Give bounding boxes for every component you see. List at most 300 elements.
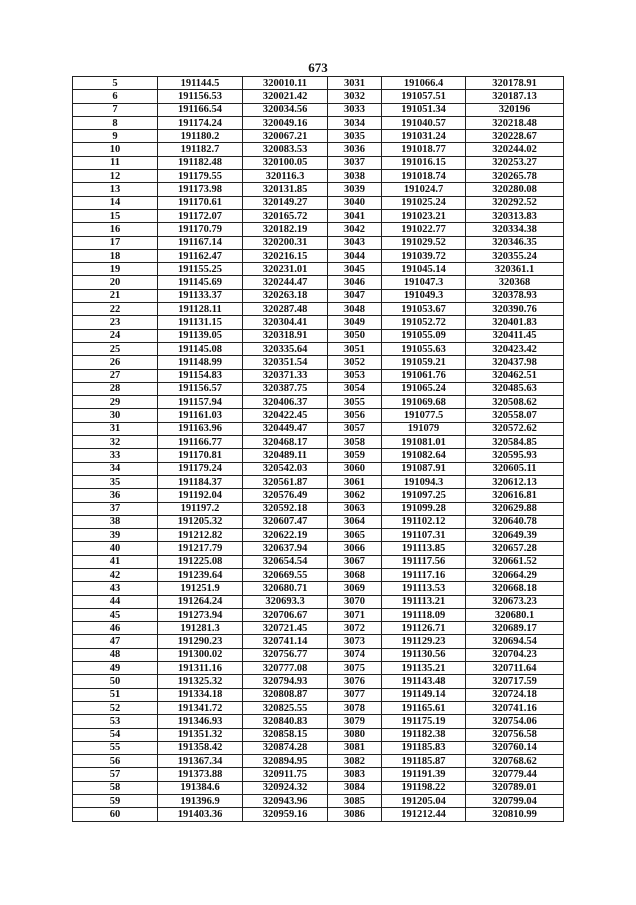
x-coordinate-cell: 191051.34 — [382, 103, 466, 116]
x-coordinate-cell: 191029.52 — [382, 236, 466, 249]
x-coordinate-cell: 191166.77 — [158, 436, 243, 449]
table-row — [73, 595, 564, 608]
x-coordinate-cell: 191113.53 — [382, 582, 466, 595]
y-coordinate-cell: 320799.04 — [466, 795, 564, 808]
x-coordinate-cell: 191102.12 — [382, 515, 466, 528]
x-coordinate-cell: 191040.57 — [382, 116, 466, 129]
point-number-cell: 38 — [73, 515, 158, 528]
y-coordinate-cell: 320218.48 — [466, 116, 564, 129]
x-coordinate-cell: 191163.96 — [158, 422, 243, 435]
point-number-cell: 3059 — [328, 449, 382, 462]
y-coordinate-cell: 320661.52 — [466, 555, 564, 568]
point-number-cell: 33 — [73, 449, 158, 462]
y-coordinate-cell: 320741.16 — [466, 701, 564, 714]
point-number-cell: 16 — [73, 223, 158, 236]
x-coordinate-cell: 191161.03 — [158, 409, 243, 422]
table-row — [73, 781, 564, 794]
y-coordinate-cell: 320894.95 — [243, 755, 328, 768]
y-coordinate-cell: 320689.17 — [466, 622, 564, 635]
y-coordinate-cell: 320637.94 — [243, 542, 328, 555]
point-number-cell: 42 — [73, 568, 158, 581]
y-coordinate-cell: 320717.59 — [466, 675, 564, 688]
y-coordinate-cell: 320371.33 — [243, 369, 328, 382]
x-coordinate-cell: 191165.61 — [382, 701, 466, 714]
x-coordinate-cell: 191179.24 — [158, 462, 243, 475]
point-number-cell: 3071 — [328, 608, 382, 621]
y-coordinate-cell: 320253.27 — [466, 156, 564, 169]
x-coordinate-cell: 191145.69 — [158, 276, 243, 289]
y-coordinate-cell: 320422.45 — [243, 409, 328, 422]
y-coordinate-cell: 320649.39 — [466, 529, 564, 542]
point-number-cell: 13 — [73, 183, 158, 196]
x-coordinate-cell: 191273.94 — [158, 608, 243, 621]
x-coordinate-cell: 191173.98 — [158, 183, 243, 196]
point-number-cell: 3066 — [328, 542, 382, 555]
y-coordinate-cell: 320489.11 — [243, 449, 328, 462]
point-number-cell: 3075 — [328, 662, 382, 675]
point-number-cell: 3041 — [328, 209, 382, 222]
point-number-cell: 3058 — [328, 436, 382, 449]
x-coordinate-cell: 191197.2 — [158, 502, 243, 515]
table-row — [73, 675, 564, 688]
y-coordinate-cell: 320572.62 — [466, 422, 564, 435]
point-number-cell: 40 — [73, 542, 158, 555]
x-coordinate-cell: 191031.24 — [382, 130, 466, 143]
point-number-cell: 46 — [73, 622, 158, 635]
x-coordinate-cell: 191184.37 — [158, 475, 243, 488]
table-row — [73, 263, 564, 276]
table-row — [73, 728, 564, 741]
y-coordinate-cell: 320622.19 — [243, 529, 328, 542]
point-number-cell: 3037 — [328, 156, 382, 169]
page-number: 673 — [308, 60, 328, 75]
y-coordinate-cell: 320693.3 — [243, 595, 328, 608]
y-coordinate-cell: 320361.1 — [466, 263, 564, 276]
point-number-cell: 7 — [73, 103, 158, 116]
x-coordinate-cell: 191130.56 — [382, 648, 466, 661]
point-number-cell: 3052 — [328, 356, 382, 369]
x-coordinate-cell: 191175.19 — [382, 715, 466, 728]
x-coordinate-cell: 191162.47 — [158, 249, 243, 262]
y-coordinate-cell: 320196 — [466, 103, 564, 116]
y-coordinate-cell: 320231.01 — [243, 263, 328, 276]
y-coordinate-cell: 320049.16 — [243, 116, 328, 129]
point-number-cell: 3060 — [328, 462, 382, 475]
y-coordinate-cell: 320406.37 — [243, 396, 328, 409]
x-coordinate-cell: 191166.54 — [158, 103, 243, 116]
y-coordinate-cell: 320576.49 — [243, 489, 328, 502]
point-number-cell: 3062 — [328, 489, 382, 502]
y-coordinate-cell: 320021.42 — [243, 90, 328, 103]
y-coordinate-cell: 320182.19 — [243, 223, 328, 236]
y-coordinate-cell: 320664.29 — [466, 568, 564, 581]
point-number-cell: 29 — [73, 396, 158, 409]
table-row — [73, 635, 564, 648]
x-coordinate-cell: 191097.25 — [382, 489, 466, 502]
y-coordinate-cell: 320351.54 — [243, 356, 328, 369]
y-coordinate-cell: 320508.62 — [466, 396, 564, 409]
y-coordinate-cell: 320200.31 — [243, 236, 328, 249]
x-coordinate-cell: 191099.28 — [382, 502, 466, 515]
x-coordinate-cell: 191094.3 — [382, 475, 466, 488]
y-coordinate-cell: 320334.38 — [466, 223, 564, 236]
point-number-cell: 3084 — [328, 781, 382, 794]
y-coordinate-cell: 320423.42 — [466, 342, 564, 355]
point-number-cell: 3044 — [328, 249, 382, 262]
y-coordinate-cell: 320034.56 — [243, 103, 328, 116]
point-number-cell: 6 — [73, 90, 158, 103]
y-coordinate-cell: 320228.67 — [466, 130, 564, 143]
y-coordinate-cell: 320335.64 — [243, 342, 328, 355]
y-coordinate-cell: 320387.75 — [243, 382, 328, 395]
point-number-cell: 3086 — [328, 808, 382, 821]
x-coordinate-cell: 191131.15 — [158, 316, 243, 329]
table-row — [73, 422, 564, 435]
table-row — [73, 356, 564, 369]
x-coordinate-cell: 191128.11 — [158, 303, 243, 316]
table-row — [73, 768, 564, 781]
table-row — [73, 130, 564, 143]
x-coordinate-cell: 191061.76 — [382, 369, 466, 382]
point-number-cell: 36 — [73, 489, 158, 502]
point-number-cell: 12 — [73, 170, 158, 183]
y-coordinate-cell: 320346.35 — [466, 236, 564, 249]
y-coordinate-cell: 320584.85 — [466, 436, 564, 449]
y-coordinate-cell: 320668.18 — [466, 582, 564, 595]
x-coordinate-cell: 191170.81 — [158, 449, 243, 462]
y-coordinate-cell: 320808.87 — [243, 688, 328, 701]
x-coordinate-cell: 191069.68 — [382, 396, 466, 409]
table-row — [73, 116, 564, 129]
point-number-cell: 3040 — [328, 196, 382, 209]
x-coordinate-cell: 191182.7 — [158, 143, 243, 156]
x-coordinate-cell: 191185.83 — [382, 741, 466, 754]
x-coordinate-cell: 191170.61 — [158, 196, 243, 209]
point-number-cell: 35 — [73, 475, 158, 488]
y-coordinate-cell: 320756.58 — [466, 728, 564, 741]
point-number-cell: 3065 — [328, 529, 382, 542]
y-coordinate-cell: 320263.18 — [243, 289, 328, 302]
x-coordinate-cell: 191384.6 — [158, 781, 243, 794]
table-row — [73, 608, 564, 621]
x-coordinate-cell: 191113.85 — [382, 542, 466, 555]
x-coordinate-cell: 191172.07 — [158, 209, 243, 222]
point-number-cell: 50 — [73, 675, 158, 688]
table-row — [73, 196, 564, 209]
x-coordinate-cell: 191217.79 — [158, 542, 243, 555]
y-coordinate-cell: 320711.64 — [466, 662, 564, 675]
point-number-cell: 54 — [73, 728, 158, 741]
point-number-cell: 3046 — [328, 276, 382, 289]
table-row — [73, 396, 564, 409]
x-coordinate-cell: 191239.64 — [158, 568, 243, 581]
point-number-cell: 14 — [73, 196, 158, 209]
y-coordinate-cell: 320810.99 — [466, 808, 564, 821]
x-coordinate-cell: 191358.42 — [158, 741, 243, 754]
point-number-cell: 43 — [73, 582, 158, 595]
table-row — [73, 223, 564, 236]
point-number-cell: 3069 — [328, 582, 382, 595]
x-coordinate-cell: 191059.21 — [382, 356, 466, 369]
y-coordinate-cell: 320318.91 — [243, 329, 328, 342]
y-coordinate-cell: 320287.48 — [243, 303, 328, 316]
x-coordinate-cell: 191126.71 — [382, 622, 466, 635]
y-coordinate-cell: 320390.76 — [466, 303, 564, 316]
point-number-cell: 3033 — [328, 103, 382, 116]
x-coordinate-cell: 191052.72 — [382, 316, 466, 329]
point-number-cell: 51 — [73, 688, 158, 701]
x-coordinate-cell: 191156.53 — [158, 90, 243, 103]
y-coordinate-cell: 320858.15 — [243, 728, 328, 741]
table-row — [73, 316, 564, 329]
point-number-cell: 8 — [73, 116, 158, 129]
y-coordinate-cell: 320131.85 — [243, 183, 328, 196]
y-coordinate-cell: 320777.08 — [243, 662, 328, 675]
y-coordinate-cell: 320083.53 — [243, 143, 328, 156]
point-number-cell: 3072 — [328, 622, 382, 635]
point-number-cell: 3068 — [328, 568, 382, 581]
point-number-cell: 19 — [73, 263, 158, 276]
point-number-cell: 3050 — [328, 329, 382, 342]
x-coordinate-cell: 191057.51 — [382, 90, 466, 103]
table-row — [73, 329, 564, 342]
x-coordinate-cell: 191311.16 — [158, 662, 243, 675]
table-row — [73, 475, 564, 488]
x-coordinate-cell: 191113.21 — [382, 595, 466, 608]
x-coordinate-cell: 191018.77 — [382, 143, 466, 156]
y-coordinate-cell: 320304.41 — [243, 316, 328, 329]
y-coordinate-cell: 320558.07 — [466, 409, 564, 422]
table-row — [73, 489, 564, 502]
y-coordinate-cell: 320680.71 — [243, 582, 328, 595]
table-row — [73, 755, 564, 768]
point-number-cell: 21 — [73, 289, 158, 302]
point-number-cell: 20 — [73, 276, 158, 289]
point-number-cell: 3045 — [328, 263, 382, 276]
point-number-cell: 3051 — [328, 342, 382, 355]
x-coordinate-cell: 191191.39 — [382, 768, 466, 781]
x-coordinate-cell: 191179.55 — [158, 170, 243, 183]
y-coordinate-cell: 320368 — [466, 276, 564, 289]
coordinates-table — [72, 76, 564, 822]
y-coordinate-cell: 320794.93 — [243, 675, 328, 688]
x-coordinate-cell: 191373.88 — [158, 768, 243, 781]
point-number-cell: 3063 — [328, 502, 382, 515]
x-coordinate-cell: 191174.24 — [158, 116, 243, 129]
y-coordinate-cell: 320741.14 — [243, 635, 328, 648]
x-coordinate-cell: 191066.4 — [382, 77, 466, 90]
y-coordinate-cell: 320216.15 — [243, 249, 328, 262]
point-number-cell: 3038 — [328, 170, 382, 183]
table-row — [73, 502, 564, 515]
y-coordinate-cell: 320607.47 — [243, 515, 328, 528]
point-number-cell: 45 — [73, 608, 158, 621]
x-coordinate-cell: 191149.14 — [382, 688, 466, 701]
table-row — [73, 342, 564, 355]
x-coordinate-cell: 191117.56 — [382, 555, 466, 568]
table-row — [73, 582, 564, 595]
y-coordinate-cell: 320756.77 — [243, 648, 328, 661]
point-number-cell: 57 — [73, 768, 158, 781]
point-number-cell: 3039 — [328, 183, 382, 196]
table-row — [73, 209, 564, 222]
point-number-cell: 3082 — [328, 755, 382, 768]
y-coordinate-cell: 320010.11 — [243, 77, 328, 90]
x-coordinate-cell: 191079 — [382, 422, 466, 435]
y-coordinate-cell: 320629.88 — [466, 502, 564, 515]
x-coordinate-cell: 191077.5 — [382, 409, 466, 422]
x-coordinate-cell: 191055.63 — [382, 342, 466, 355]
y-coordinate-cell: 320605.11 — [466, 462, 564, 475]
table-row — [73, 795, 564, 808]
x-coordinate-cell: 191346.93 — [158, 715, 243, 728]
table-row — [73, 382, 564, 395]
point-number-cell: 3056 — [328, 409, 382, 422]
y-coordinate-cell: 320673.23 — [466, 595, 564, 608]
x-coordinate-cell: 191133.37 — [158, 289, 243, 302]
x-coordinate-cell: 191135.21 — [382, 662, 466, 675]
point-number-cell: 3081 — [328, 741, 382, 754]
y-coordinate-cell: 320561.87 — [243, 475, 328, 488]
table-row — [73, 701, 564, 714]
x-coordinate-cell: 191290.23 — [158, 635, 243, 648]
y-coordinate-cell: 320721.45 — [243, 622, 328, 635]
table-row — [73, 688, 564, 701]
x-coordinate-cell: 191023.21 — [382, 209, 466, 222]
y-coordinate-cell: 320165.72 — [243, 209, 328, 222]
point-number-cell: 47 — [73, 635, 158, 648]
y-coordinate-cell: 320100.05 — [243, 156, 328, 169]
point-number-cell: 3031 — [328, 77, 382, 90]
table-row — [73, 276, 564, 289]
point-number-cell: 22 — [73, 303, 158, 316]
x-coordinate-cell: 191025.24 — [382, 196, 466, 209]
y-coordinate-cell: 320462.51 — [466, 369, 564, 382]
point-number-cell: 3035 — [328, 130, 382, 143]
x-coordinate-cell: 191144.5 — [158, 77, 243, 90]
point-number-cell: 52 — [73, 701, 158, 714]
point-number-cell: 32 — [73, 436, 158, 449]
y-coordinate-cell: 320825.55 — [243, 701, 328, 714]
y-coordinate-cell: 320178.91 — [466, 77, 564, 90]
y-coordinate-cell: 320592.18 — [243, 502, 328, 515]
x-coordinate-cell: 191182.38 — [382, 728, 466, 741]
x-coordinate-cell: 191185.87 — [382, 755, 466, 768]
x-coordinate-cell: 191081.01 — [382, 436, 466, 449]
table-row — [73, 808, 564, 821]
x-coordinate-cell: 191198.22 — [382, 781, 466, 794]
point-number-cell: 49 — [73, 662, 158, 675]
point-number-cell: 28 — [73, 382, 158, 395]
y-coordinate-cell: 320355.24 — [466, 249, 564, 262]
table-row — [73, 170, 564, 183]
x-coordinate-cell: 191396.9 — [158, 795, 243, 808]
x-coordinate-cell: 191170.79 — [158, 223, 243, 236]
point-number-cell: 23 — [73, 316, 158, 329]
point-number-cell: 3064 — [328, 515, 382, 528]
x-coordinate-cell: 191180.2 — [158, 130, 243, 143]
point-number-cell: 30 — [73, 409, 158, 422]
y-coordinate-cell: 320669.55 — [243, 568, 328, 581]
y-coordinate-cell: 320924.32 — [243, 781, 328, 794]
y-coordinate-cell: 320779.44 — [466, 768, 564, 781]
y-coordinate-cell: 320943.96 — [243, 795, 328, 808]
x-coordinate-cell: 191143.48 — [382, 675, 466, 688]
y-coordinate-cell: 320437.98 — [466, 356, 564, 369]
point-number-cell: 3032 — [328, 90, 382, 103]
y-coordinate-cell: 320292.52 — [466, 196, 564, 209]
point-number-cell: 3077 — [328, 688, 382, 701]
x-coordinate-cell: 191403.36 — [158, 808, 243, 821]
y-coordinate-cell: 320411.45 — [466, 329, 564, 342]
point-number-cell: 3061 — [328, 475, 382, 488]
y-coordinate-cell: 320616.81 — [466, 489, 564, 502]
x-coordinate-cell: 191281.3 — [158, 622, 243, 635]
point-number-cell: 53 — [73, 715, 158, 728]
x-coordinate-cell: 191341.72 — [158, 701, 243, 714]
point-number-cell: 15 — [73, 209, 158, 222]
table-row — [73, 289, 564, 302]
x-coordinate-cell: 191300.02 — [158, 648, 243, 661]
x-coordinate-cell: 191016.15 — [382, 156, 466, 169]
table-row — [73, 409, 564, 422]
x-coordinate-cell: 191334.18 — [158, 688, 243, 701]
x-coordinate-cell: 191167.14 — [158, 236, 243, 249]
y-coordinate-cell: 320680.1 — [466, 608, 564, 621]
point-number-cell: 3047 — [328, 289, 382, 302]
x-coordinate-cell: 191118.09 — [382, 608, 466, 621]
table-row — [73, 77, 564, 90]
y-coordinate-cell: 320654.54 — [243, 555, 328, 568]
x-coordinate-cell: 191024.7 — [382, 183, 466, 196]
point-number-cell: 17 — [73, 236, 158, 249]
point-number-cell: 48 — [73, 648, 158, 661]
table-row — [73, 555, 564, 568]
x-coordinate-cell: 191065.24 — [382, 382, 466, 395]
point-number-cell: 41 — [73, 555, 158, 568]
point-number-cell: 3079 — [328, 715, 382, 728]
y-coordinate-cell: 320768.62 — [466, 755, 564, 768]
table-row — [73, 449, 564, 462]
point-number-cell: 37 — [73, 502, 158, 515]
point-number-cell: 3042 — [328, 223, 382, 236]
y-coordinate-cell: 320187.13 — [466, 90, 564, 103]
y-coordinate-cell: 320067.21 — [243, 130, 328, 143]
x-coordinate-cell: 191325.32 — [158, 675, 243, 688]
point-number-cell: 18 — [73, 249, 158, 262]
point-number-cell: 3034 — [328, 116, 382, 129]
table-row — [73, 662, 564, 675]
point-number-cell: 3057 — [328, 422, 382, 435]
x-coordinate-cell: 191351.32 — [158, 728, 243, 741]
table-row — [73, 236, 564, 249]
point-number-cell: 3083 — [328, 768, 382, 781]
point-number-cell: 27 — [73, 369, 158, 382]
point-number-cell: 3048 — [328, 303, 382, 316]
table-row — [73, 303, 564, 316]
point-number-cell: 10 — [73, 143, 158, 156]
y-coordinate-cell: 320149.27 — [243, 196, 328, 209]
y-coordinate-cell: 320612.13 — [466, 475, 564, 488]
x-coordinate-cell: 191055.09 — [382, 329, 466, 342]
table-row — [73, 436, 564, 449]
table-row — [73, 90, 564, 103]
x-coordinate-cell: 191264.24 — [158, 595, 243, 608]
y-coordinate-cell: 320959.16 — [243, 808, 328, 821]
y-coordinate-cell: 320840.83 — [243, 715, 328, 728]
point-number-cell: 31 — [73, 422, 158, 435]
x-coordinate-cell: 191182.48 — [158, 156, 243, 169]
